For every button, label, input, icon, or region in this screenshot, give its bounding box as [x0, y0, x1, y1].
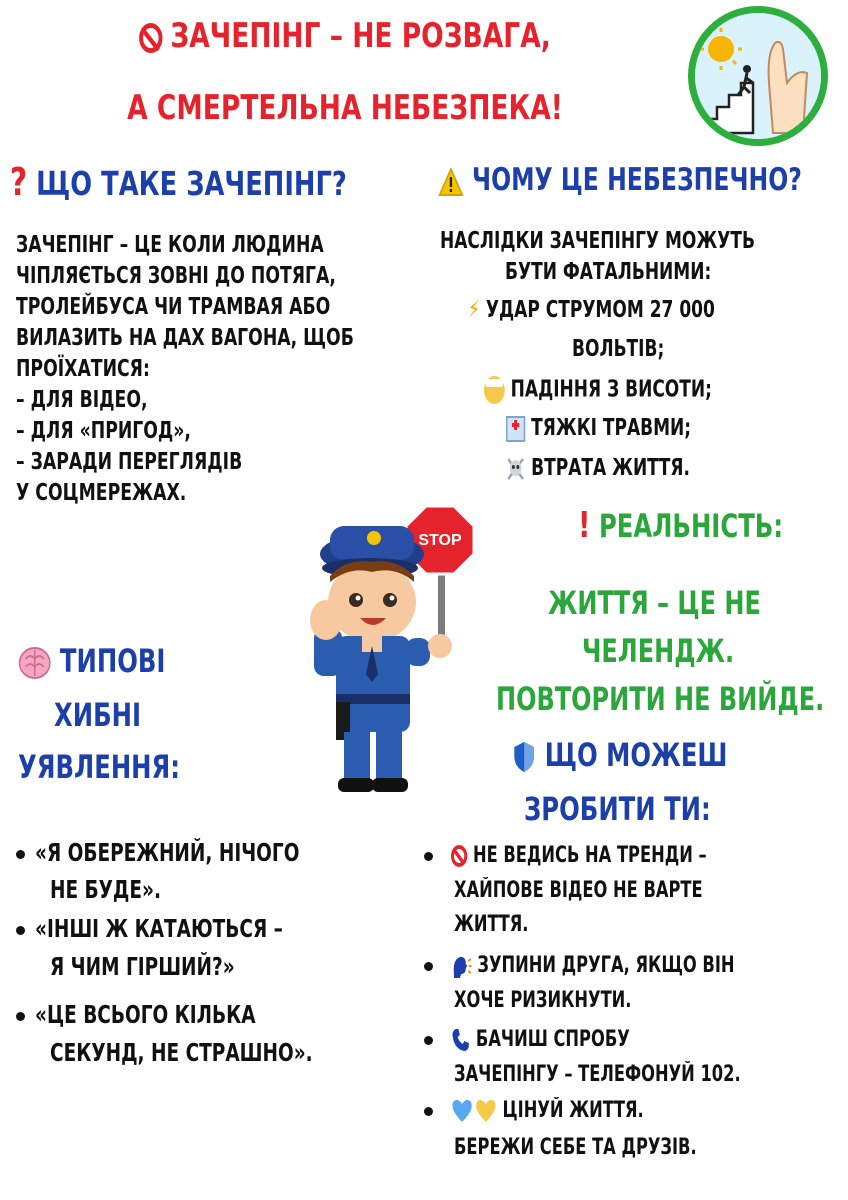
- list-item: «Я ОБЕРЕЖНИЙ, НІЧОГО: [16, 838, 392, 867]
- skull-crossbones-icon: [506, 456, 525, 482]
- what-is-heading: ? ЩО ТАКЕ ЗАЧЕПІНГ?: [10, 160, 347, 204]
- phone-icon: [451, 1027, 470, 1053]
- list-item: ЦІНУЙ ЖИТТЯ.: [424, 1098, 711, 1124]
- warning-icon: [438, 167, 464, 197]
- hospital-icon: [506, 416, 525, 442]
- lightning-icon: ⚡: [468, 297, 480, 323]
- exclamation-icon: !: [578, 505, 591, 546]
- list-item: «ЦЕ ВСЬОГО КІЛЬКА: [16, 1000, 333, 1029]
- blue-yellow-hearts-icon: [451, 1098, 497, 1124]
- speaking-head-icon: [451, 954, 472, 978]
- list-item: ЗУПИНИ ДРУГА, ЯКЩО ВІН: [424, 953, 834, 978]
- why-dangerous-heading: ЧОМУ ЦЕ НЕБЕЗПЕЧНО?: [438, 162, 848, 198]
- badge-icon: [688, 6, 828, 146]
- page-title-line-1: ЗАЧЕПІНГ – НЕ РОЗВАГА,: [76, 16, 614, 56]
- no-entry-icon: [139, 23, 162, 53]
- shield-icon: [512, 740, 536, 774]
- brain-icon: [18, 645, 51, 681]
- bandaged-face-icon: [484, 376, 505, 404]
- police-officer-illustration: [300, 496, 500, 796]
- question-icon: ?: [10, 160, 28, 204]
- list-item: НЕ ВЕДИСЬ НА ТРЕНДИ –: [424, 843, 796, 868]
- list-item: «ІНШІ Ж КАТАЮТЬСЯ –: [16, 914, 370, 943]
- page-title-line-2: А СМЕРТЕЛЬНА НЕБЕЗПЕКА!: [127, 88, 563, 128]
- list-item: БАЧИШ СПРОБУ: [424, 1027, 692, 1053]
- reality-heading: ! РЕАЛЬНІСТЬ:: [578, 505, 784, 546]
- stairs-hand-illustration: [695, 13, 821, 139]
- stop-sign-label: STOP: [418, 532, 462, 549]
- no-entry-icon: [451, 845, 467, 867]
